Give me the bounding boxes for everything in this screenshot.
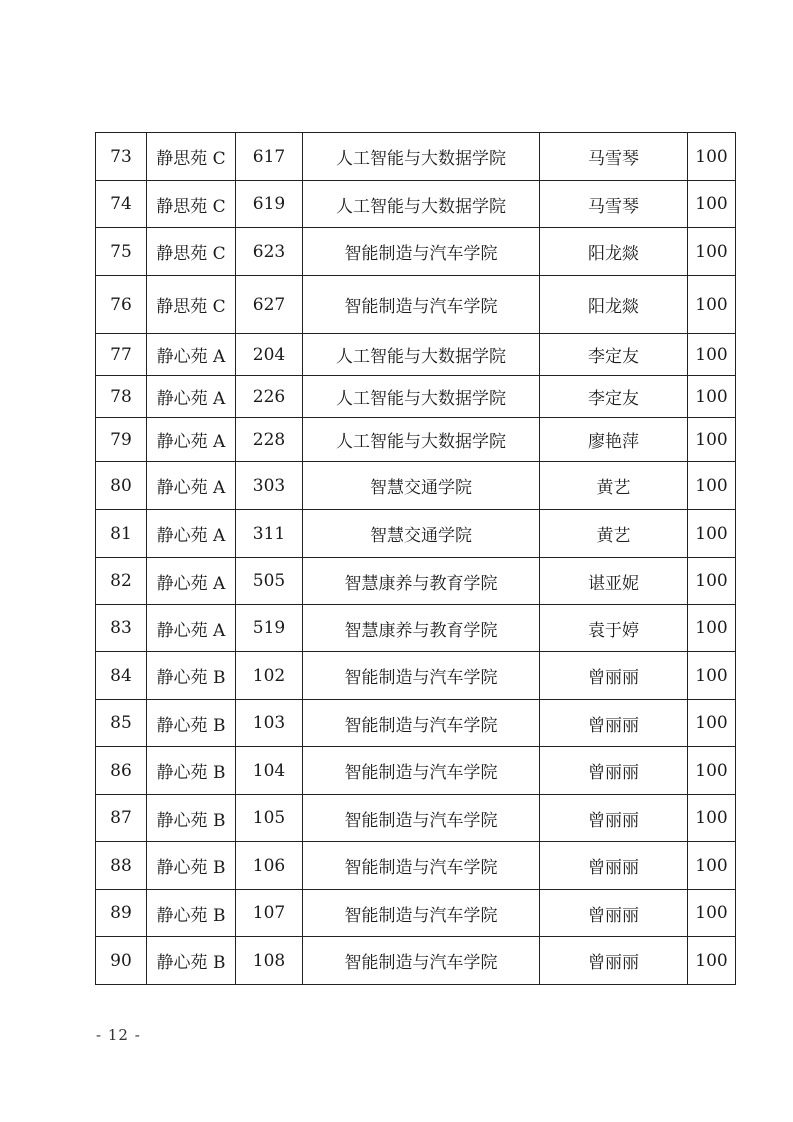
row-number: 77 bbox=[96, 334, 147, 376]
table-row bbox=[96, 652, 736, 700]
college-name: 智慧康养与教育学院 bbox=[303, 605, 540, 652]
room-number: 102 bbox=[236, 652, 303, 700]
table-row bbox=[96, 890, 736, 937]
building-name: 静心苑 A bbox=[147, 605, 236, 652]
teacher-name: 李定友 bbox=[540, 376, 688, 418]
room-number: 106 bbox=[236, 842, 303, 890]
teacher-name: 黄艺 bbox=[540, 510, 688, 558]
table-row bbox=[96, 842, 736, 890]
college-name: 智能制造与汽车学院 bbox=[303, 890, 540, 937]
room-number: 617 bbox=[236, 133, 303, 181]
row-number: 89 bbox=[96, 890, 147, 937]
college-name: 智慧交通学院 bbox=[303, 462, 540, 510]
building-name: 静心苑 A bbox=[147, 418, 236, 462]
table-row bbox=[96, 228, 736, 276]
score-value: 100 bbox=[688, 795, 736, 842]
row-number: 75 bbox=[96, 228, 147, 276]
building-name: 静思苑 C bbox=[147, 276, 236, 334]
page-number: - 12 - bbox=[96, 1026, 141, 1044]
score-value: 100 bbox=[688, 700, 736, 747]
row-number: 86 bbox=[96, 747, 147, 795]
table-row bbox=[96, 605, 736, 652]
row-number: 90 bbox=[96, 937, 147, 985]
teacher-name: 曾丽丽 bbox=[540, 700, 688, 747]
college-name: 智能制造与汽车学院 bbox=[303, 652, 540, 700]
row-number: 78 bbox=[96, 376, 147, 418]
teacher-name: 阳龙燚 bbox=[540, 228, 688, 276]
college-name: 智能制造与汽车学院 bbox=[303, 795, 540, 842]
score-value: 100 bbox=[688, 181, 736, 228]
room-number: 627 bbox=[236, 276, 303, 334]
building-name: 静心苑 A bbox=[147, 558, 236, 605]
row-number: 73 bbox=[96, 133, 147, 181]
college-name: 智能制造与汽车学院 bbox=[303, 842, 540, 890]
college-name: 智能制造与汽车学院 bbox=[303, 747, 540, 795]
score-value: 100 bbox=[688, 228, 736, 276]
teacher-name: 廖艳萍 bbox=[540, 418, 688, 462]
row-number: 85 bbox=[96, 700, 147, 747]
teacher-name: 曾丽丽 bbox=[540, 747, 688, 795]
table-row bbox=[96, 747, 736, 795]
teacher-name: 曾丽丽 bbox=[540, 652, 688, 700]
building-name: 静心苑 B bbox=[147, 937, 236, 985]
teacher-name: 曾丽丽 bbox=[540, 937, 688, 985]
row-number: 84 bbox=[96, 652, 147, 700]
college-name: 智能制造与汽车学院 bbox=[303, 228, 540, 276]
room-number: 226 bbox=[236, 376, 303, 418]
room-number: 103 bbox=[236, 700, 303, 747]
college-name: 智慧交通学院 bbox=[303, 510, 540, 558]
building-name: 静思苑 C bbox=[147, 133, 236, 181]
table-row bbox=[96, 558, 736, 605]
score-value: 100 bbox=[688, 418, 736, 462]
table-row bbox=[96, 795, 736, 842]
building-name: 静心苑 B bbox=[147, 747, 236, 795]
teacher-name: 谌亚妮 bbox=[540, 558, 688, 605]
room-number: 623 bbox=[236, 228, 303, 276]
teacher-name: 马雪琴 bbox=[540, 181, 688, 228]
teacher-name: 黄艺 bbox=[540, 462, 688, 510]
row-number: 83 bbox=[96, 605, 147, 652]
score-value: 100 bbox=[688, 937, 736, 985]
college-name: 智能制造与汽车学院 bbox=[303, 700, 540, 747]
building-name: 静心苑 A bbox=[147, 462, 236, 510]
score-value: 100 bbox=[688, 605, 736, 652]
room-number: 228 bbox=[236, 418, 303, 462]
building-name: 静思苑 C bbox=[147, 181, 236, 228]
teacher-name: 袁于婷 bbox=[540, 605, 688, 652]
score-value: 100 bbox=[688, 376, 736, 418]
teacher-name: 李定友 bbox=[540, 334, 688, 376]
room-number: 505 bbox=[236, 558, 303, 605]
table-row bbox=[96, 700, 736, 747]
dormitory-score-table bbox=[95, 132, 736, 985]
score-value: 100 bbox=[688, 462, 736, 510]
score-value: 100 bbox=[688, 652, 736, 700]
table-row bbox=[96, 276, 736, 334]
table-row bbox=[96, 418, 736, 462]
room-number: 303 bbox=[236, 462, 303, 510]
table-row bbox=[96, 937, 736, 985]
row-number: 82 bbox=[96, 558, 147, 605]
college-name: 智慧康养与教育学院 bbox=[303, 558, 540, 605]
college-name: 人工智能与大数据学院 bbox=[303, 334, 540, 376]
building-name: 静心苑 B bbox=[147, 842, 236, 890]
room-number: 104 bbox=[236, 747, 303, 795]
building-name: 静思苑 C bbox=[147, 228, 236, 276]
table-row bbox=[96, 462, 736, 510]
college-name: 智能制造与汽车学院 bbox=[303, 276, 540, 334]
college-name: 人工智能与大数据学院 bbox=[303, 133, 540, 181]
score-value: 100 bbox=[688, 510, 736, 558]
teacher-name: 曾丽丽 bbox=[540, 795, 688, 842]
building-name: 静心苑 B bbox=[147, 652, 236, 700]
score-value: 100 bbox=[688, 334, 736, 376]
college-name: 人工智能与大数据学院 bbox=[303, 376, 540, 418]
college-name: 智能制造与汽车学院 bbox=[303, 937, 540, 985]
row-number: 81 bbox=[96, 510, 147, 558]
room-number: 105 bbox=[236, 795, 303, 842]
college-name: 人工智能与大数据学院 bbox=[303, 418, 540, 462]
room-number: 204 bbox=[236, 334, 303, 376]
table-row bbox=[96, 376, 736, 418]
teacher-name: 阳龙燚 bbox=[540, 276, 688, 334]
score-value: 100 bbox=[688, 558, 736, 605]
room-number: 619 bbox=[236, 181, 303, 228]
table-row bbox=[96, 133, 736, 181]
teacher-name: 马雪琴 bbox=[540, 133, 688, 181]
row-number: 76 bbox=[96, 276, 147, 334]
room-number: 519 bbox=[236, 605, 303, 652]
building-name: 静心苑 A bbox=[147, 510, 236, 558]
building-name: 静心苑 B bbox=[147, 890, 236, 937]
score-value: 100 bbox=[688, 747, 736, 795]
teacher-name: 曾丽丽 bbox=[540, 890, 688, 937]
score-value: 100 bbox=[688, 842, 736, 890]
room-number: 311 bbox=[236, 510, 303, 558]
building-name: 静心苑 A bbox=[147, 334, 236, 376]
building-name: 静心苑 B bbox=[147, 700, 236, 747]
score-value: 100 bbox=[688, 133, 736, 181]
table-row bbox=[96, 510, 736, 558]
teacher-name: 曾丽丽 bbox=[540, 842, 688, 890]
building-name: 静心苑 B bbox=[147, 795, 236, 842]
row-number: 74 bbox=[96, 181, 147, 228]
score-value: 100 bbox=[688, 276, 736, 334]
row-number: 80 bbox=[96, 462, 147, 510]
table-row bbox=[96, 334, 736, 376]
table-row bbox=[96, 181, 736, 228]
room-number: 107 bbox=[236, 890, 303, 937]
room-number: 108 bbox=[236, 937, 303, 985]
score-value: 100 bbox=[688, 890, 736, 937]
college-name: 人工智能与大数据学院 bbox=[303, 181, 540, 228]
row-number: 79 bbox=[96, 418, 147, 462]
row-number: 88 bbox=[96, 842, 147, 890]
building-name: 静心苑 A bbox=[147, 376, 236, 418]
row-number: 87 bbox=[96, 795, 147, 842]
